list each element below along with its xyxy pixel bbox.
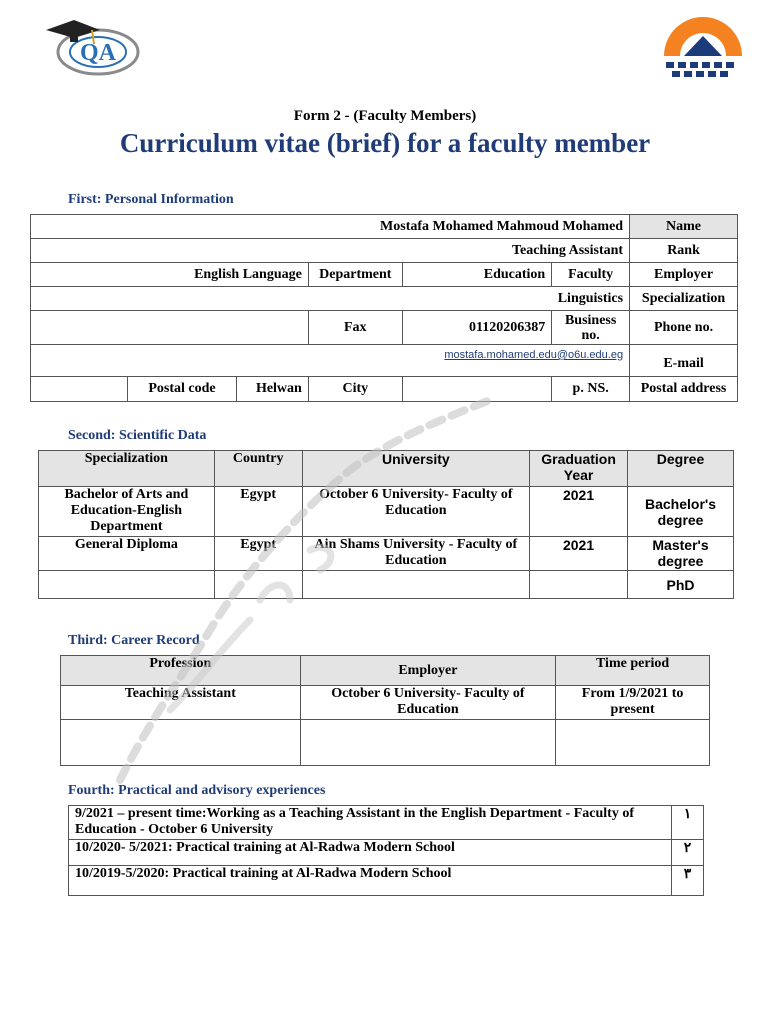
city-value: Helwan (255, 381, 302, 396)
col-header-country: Country (214, 451, 302, 487)
logo-lettering: QA (80, 40, 116, 66)
list-item: 10/2019-5/2020: Practical training at Al-Radwa Modern School (69, 866, 672, 896)
table-cell (302, 571, 529, 599)
page-title: Curriculum vitae (brief) for a faculty member (119, 128, 651, 158)
department-value: English Language (31, 263, 309, 287)
table-cell: Egypt (214, 487, 302, 537)
section-heading-personal: First: Personal Information (68, 192, 234, 207)
business-number-value: 01120206387 (402, 311, 551, 345)
table-cell: Bachelor's degree (628, 487, 734, 537)
table-cell: Bachelor of Arts and Education-English Department (39, 487, 215, 537)
specialization-value: Linguistics (31, 287, 630, 311)
rank-value: Teaching Assistant (31, 239, 630, 263)
table-cell: General Diploma (39, 537, 215, 571)
table-cell: 2021 (530, 537, 628, 571)
phone-label: Phone no. (630, 311, 738, 345)
table-cell: Teaching Assistant (61, 686, 301, 720)
pns-label: p. NS. (552, 377, 630, 402)
university-logo (660, 16, 746, 82)
email-link[interactable]: mostafa.mohamed.edu@o6u.edu.eg (444, 349, 624, 361)
col-header-degree: Degree (628, 451, 734, 487)
table-cell: October 6 University- Faculty of Education (300, 686, 556, 720)
table-cell (300, 720, 556, 766)
fax-label: Fax (308, 311, 402, 345)
table-cell (556, 720, 710, 766)
rank-label: Rank (630, 239, 738, 263)
list-item: 9/2021 – present time:Working as a Teaching Assistant in the English Department - Faculty of Education - October 6 University (69, 806, 672, 840)
row-number: ١ (672, 806, 704, 840)
scientific-data-table (38, 450, 734, 599)
personal-info-table (30, 214, 738, 402)
table-cell: October 6 University- Faculty of Education (302, 487, 529, 537)
section-heading-career: Third: Career Record (68, 633, 200, 648)
table-cell: Egypt (214, 537, 302, 571)
section-heading-practical: Fourth: Practical and advisory experiences (68, 783, 326, 798)
col-header-employer: Employer (300, 656, 556, 686)
name-value: Mostafa Mohamed Mahmoud Mohamed (31, 215, 630, 239)
table-cell: PhD (628, 571, 734, 599)
section-heading-scientific: Second: Scientific Data (68, 428, 207, 443)
email-label: E-mail (630, 345, 738, 377)
faculty-value: Education (402, 263, 551, 287)
postal-address-label: Postal address (630, 377, 738, 402)
practical-experience-table (68, 805, 704, 896)
city-label: City (308, 377, 402, 402)
faculty-label: Faculty (552, 263, 630, 287)
table-cell: Master's degree (628, 537, 734, 571)
table-cell: Ain Shams University - Faculty of Education (302, 537, 529, 571)
quality-assurance-logo (40, 8, 144, 80)
business-number-label: Business no. (552, 311, 630, 345)
list-item: 10/2020- 5/2021: Practical training at Al-Radwa Modern School (69, 840, 672, 866)
form-label: Form 2 - (Faculty Members) (293, 108, 477, 124)
col-header-profession: Profession (61, 656, 301, 686)
career-record-table (60, 655, 710, 766)
fax-value (31, 311, 309, 345)
specialization-label: Specialization (630, 287, 738, 311)
col-header-specialization: Specialization (39, 451, 215, 487)
department-label: Department (308, 263, 402, 287)
employer-label: Employer (630, 263, 738, 287)
name-label: Name (630, 215, 738, 239)
col-header-time-period: Time period (556, 656, 710, 686)
col-header-graduation-year: Graduation Year (530, 451, 628, 487)
table-cell (530, 571, 628, 599)
col-header-university: University (302, 451, 529, 487)
row-number: ٣ (672, 866, 704, 896)
table-cell (39, 571, 215, 599)
row-number: ٢ (672, 840, 704, 866)
postal-code-label: Postal code (127, 377, 237, 401)
table-cell: 2021 (530, 487, 628, 537)
table-cell (214, 571, 302, 599)
table-cell (61, 720, 301, 766)
table-cell: From 1/9/2021 to present (556, 686, 710, 720)
